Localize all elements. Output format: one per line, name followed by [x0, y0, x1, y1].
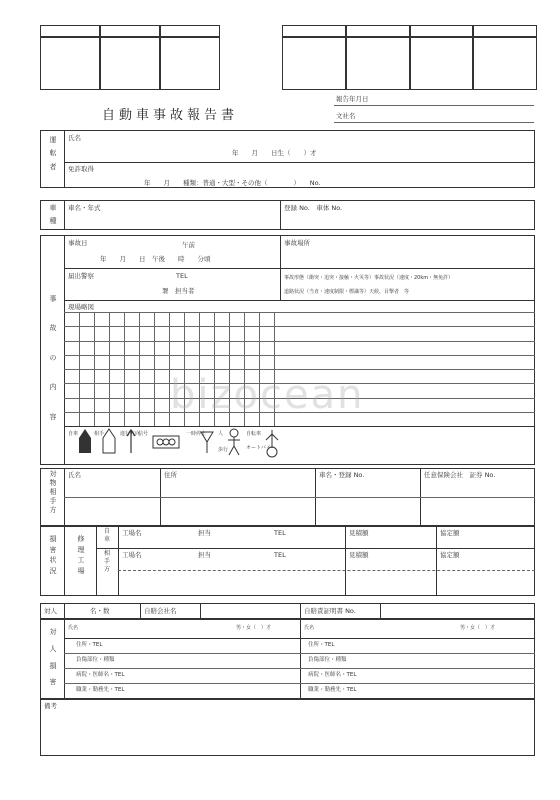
accident-date-label: 事故日	[68, 239, 88, 247]
victim2-injury: 負傷部位・種類	[308, 657, 347, 663]
other-vehicle-label: 相手方	[103, 550, 110, 573]
accident-status-1: 事故形態（衝突・追突・接触・火災等）事故状況（速度・20km・無免許）	[284, 275, 454, 281]
police-tel-label: TEL	[176, 272, 188, 280]
own-vehicle-label: 自車	[103, 528, 110, 543]
company-label: 文社名	[336, 112, 356, 120]
legend-self-label: 自車	[68, 431, 79, 437]
shop-person-label-2: 担当	[198, 551, 211, 559]
counterparty-name-label: 氏名	[68, 471, 81, 479]
direction-arrow-icon	[126, 428, 136, 458]
accident-location-label: 事故場所	[284, 239, 310, 247]
legend-direction-label: 進行方向	[120, 431, 141, 437]
settled-label: 協定額	[440, 529, 460, 537]
estimate-label: 見積額	[349, 529, 369, 537]
victim1-employer: 職業・勤務先・TEL	[76, 687, 125, 693]
injury-section-label: 対人損害	[49, 628, 57, 687]
diagram-label: 現場略図	[68, 303, 94, 311]
victim2-address: 住所・TEL	[308, 642, 335, 648]
vehicle-model-label: 車名・年式	[68, 204, 101, 212]
accident-datetime: 年 月 日 午後 時 分頃	[100, 255, 211, 263]
accident-section-label: 事故の内容	[49, 295, 57, 421]
other-car-icon	[102, 428, 116, 458]
injury-insurer-label: 自賠会社名	[144, 607, 177, 615]
report-date-label: 報告年月日	[336, 95, 369, 103]
victim1-injury: 負傷部位・種類	[76, 657, 115, 663]
driver-name-label: 氏名	[68, 134, 81, 142]
victim1-name-label: 氏名	[68, 625, 79, 631]
injury-count-label: 名・数	[90, 607, 110, 615]
stop-sign-icon	[200, 430, 214, 458]
shop-tel-label: TEL	[274, 529, 286, 537]
legend-person-label: 人	[218, 431, 224, 437]
legend-other-label: 相手	[94, 431, 105, 437]
vehicle-reg-label: 登録 No. 車体 No.	[284, 204, 343, 212]
license-line: 年 月 種類：普通・大型・その他（ ） No.	[144, 179, 321, 187]
remarks-section	[40, 699, 535, 756]
driver-dob: 年 月 日生（ ）才	[232, 149, 317, 157]
counterparty-address-label: 住所	[164, 471, 177, 479]
shop-person-label: 担当	[198, 529, 211, 537]
license-label: 免許取得	[68, 165, 94, 173]
watermark: bizocean	[170, 372, 365, 418]
damage-section	[40, 526, 535, 596]
signal-icon	[152, 434, 180, 453]
victim1-address: 住所・TEL	[76, 642, 103, 648]
shop-name-label: 工場名	[122, 529, 142, 537]
injury-cert-label: 自賠責証明書 No.	[304, 607, 356, 615]
estimate-label-2: 見積額	[349, 551, 369, 559]
shop-tel-label-2: TEL	[274, 551, 286, 559]
stamp-boxes-right	[282, 25, 537, 90]
counterparty-insurer-label: 任意保険会社 証券 No.	[424, 471, 496, 479]
page-title: 自動車事故報告書	[102, 108, 239, 123]
victim2-employer: 職業・勤務先・TEL	[308, 687, 357, 693]
bicycle-icon	[264, 428, 280, 462]
remarks-label: 備考	[44, 702, 57, 710]
counterparty-section-label: 対物相手方	[49, 470, 57, 515]
police-label: 届出警察	[68, 272, 94, 280]
damage-section-label: 損害状況	[49, 535, 57, 575]
injury-header-row	[40, 603, 535, 619]
victim1-hospital: 病院・医師名・TEL	[76, 672, 125, 678]
repair-shop-label: 修理工場	[77, 535, 85, 575]
self-car-icon	[78, 428, 92, 458]
legend-signal-label: 信号	[138, 431, 149, 437]
settled-label-2: 協定額	[440, 551, 460, 559]
driver-section-label: 運転者	[49, 136, 57, 171]
legend-stop-label: 一時停止	[186, 431, 207, 437]
accident-ampm: 午前	[182, 241, 195, 249]
injury-row-label: 対人	[44, 607, 57, 615]
police-officer-label: 署 担当者	[162, 287, 195, 295]
legend-walker-label: 歩行	[218, 447, 229, 453]
vehicle-section-label: 車種	[49, 204, 57, 226]
victim2-name-label: 氏名	[304, 625, 315, 631]
counterparty-reg-label: 車名・登録 No.	[319, 471, 365, 479]
victim1-sex-age: 男・女（ ）才	[236, 625, 272, 631]
victim2-hospital: 病院・医師名・TEL	[308, 672, 357, 678]
accident-status-2: 道路状況（当直・速度制限・標識等）天候、目撃者 等	[284, 289, 410, 295]
legend-moto-label: オートバイ	[246, 445, 271, 451]
stamp-boxes-left	[40, 25, 220, 90]
legend-bicycle-label: 自転車	[246, 431, 262, 437]
pedestrian-icon	[226, 428, 242, 460]
shop-name-label-2: 工場名	[122, 551, 142, 559]
victim2-sex-age: 男・女（ ）才	[460, 625, 496, 631]
